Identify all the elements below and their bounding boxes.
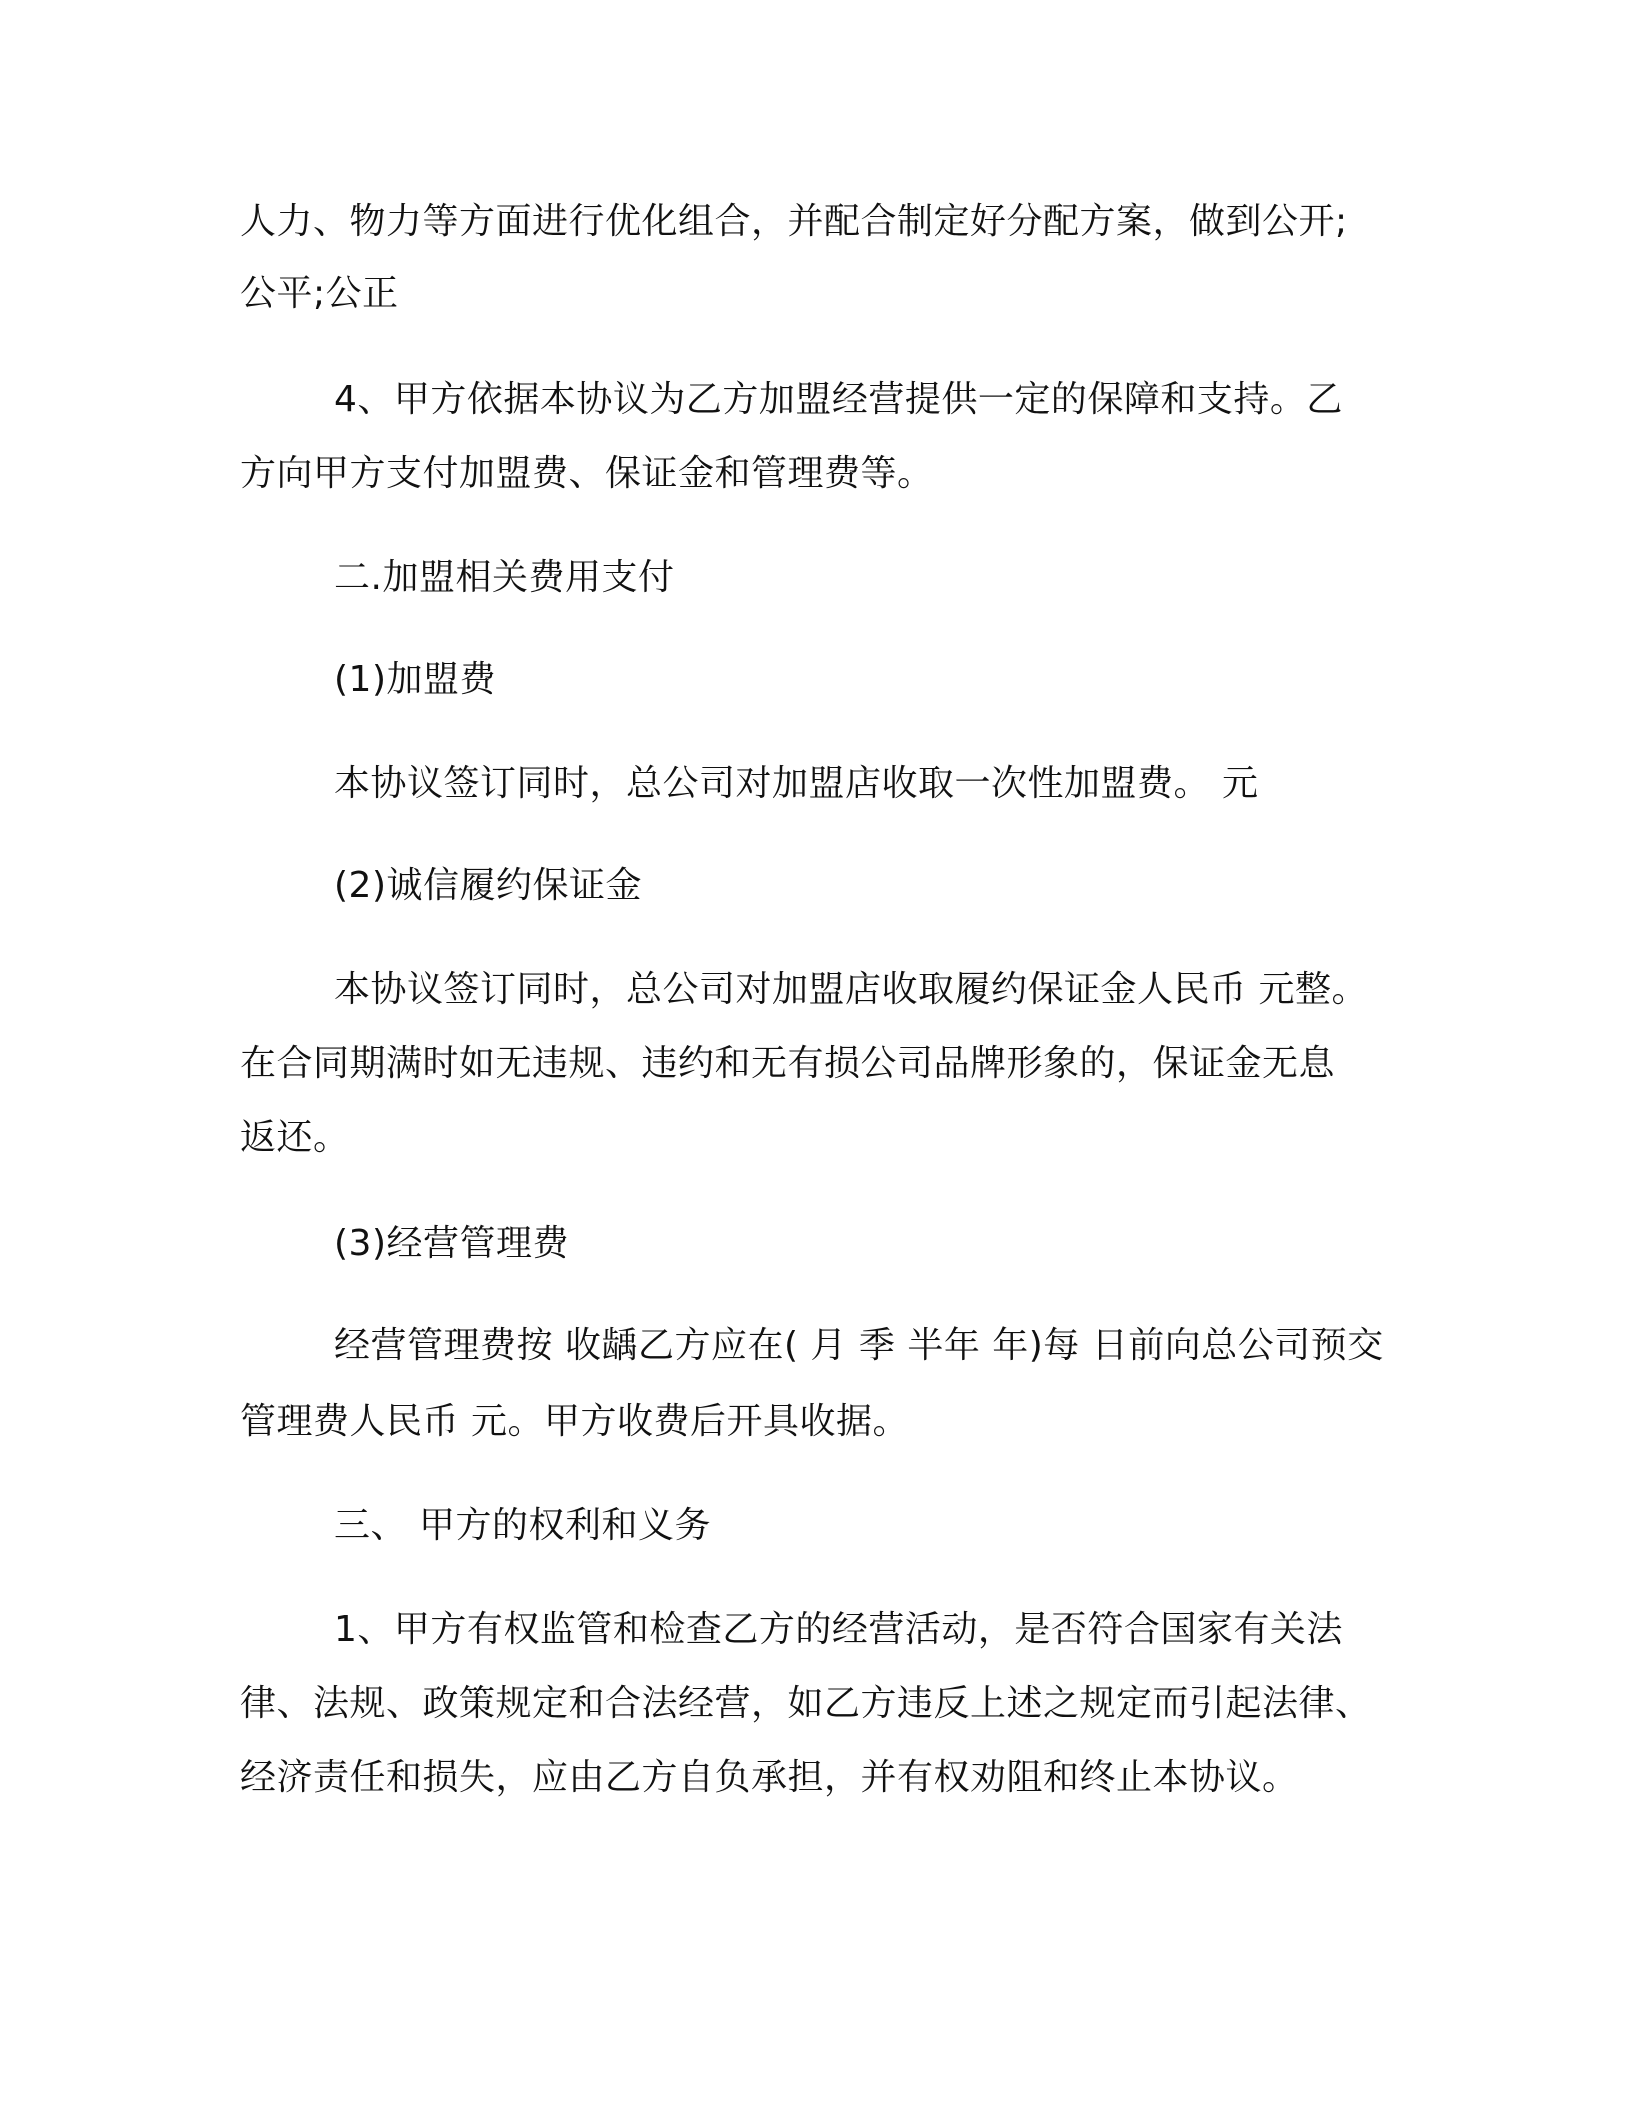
text-line: 方向甲方支付加盟费、保证金和管理费等。 <box>240 453 934 494</box>
paragraph-first-line: 4、甲方依据本协议为乙方加盟经营提供一定的保障和支持。乙 <box>334 379 1343 420</box>
text-line: 人力、物力等方面进行优化组合，并配合制定好分配方案，做到公开; <box>240 201 1348 242</box>
subsection-heading: (1)加盟费 <box>334 659 496 700</box>
text-line: 经济责任和损失，应由乙方自负承担，并有权劝阻和终止本协议。 <box>240 1757 1299 1798</box>
paragraph-first-line: 本协议签订同时，总公司对加盟店收取一次性加盟费。 元 <box>334 763 1259 804</box>
text-line: 公平;公正 <box>240 273 399 314</box>
subsection-heading: (2)诚信履约保证金 <box>334 865 642 906</box>
subsection-heading: (3)经营管理费 <box>334 1223 569 1264</box>
paragraph-first-line: 本协议签订同时，总公司对加盟店收取履约保证金人民币 元整。 <box>334 969 1368 1010</box>
text-line: 返还。 <box>240 1117 350 1158</box>
paragraph-first-line: 1、甲方有权监管和检查乙方的经营活动，是否符合国家有关法 <box>334 1609 1343 1650</box>
section-heading: 三、 甲方的权利和义务 <box>334 1505 711 1546</box>
text-line: 律、法规、政策规定和合法经营，如乙方违反上述之规定而引起法律、 <box>240 1683 1372 1724</box>
text-line: 管理费人民币 元。甲方收费后开具收据。 <box>240 1401 909 1442</box>
paragraph-first-line: 经营管理费按 收龋乙方应在( 月 季 半年 年)每 日前向总公司预交 <box>334 1325 1384 1366</box>
section-heading: 二.加盟相关费用支付 <box>334 557 675 598</box>
text-line: 在合同期满时如无违规、违约和无有损公司品牌形象的，保证金无息 <box>240 1043 1336 1084</box>
